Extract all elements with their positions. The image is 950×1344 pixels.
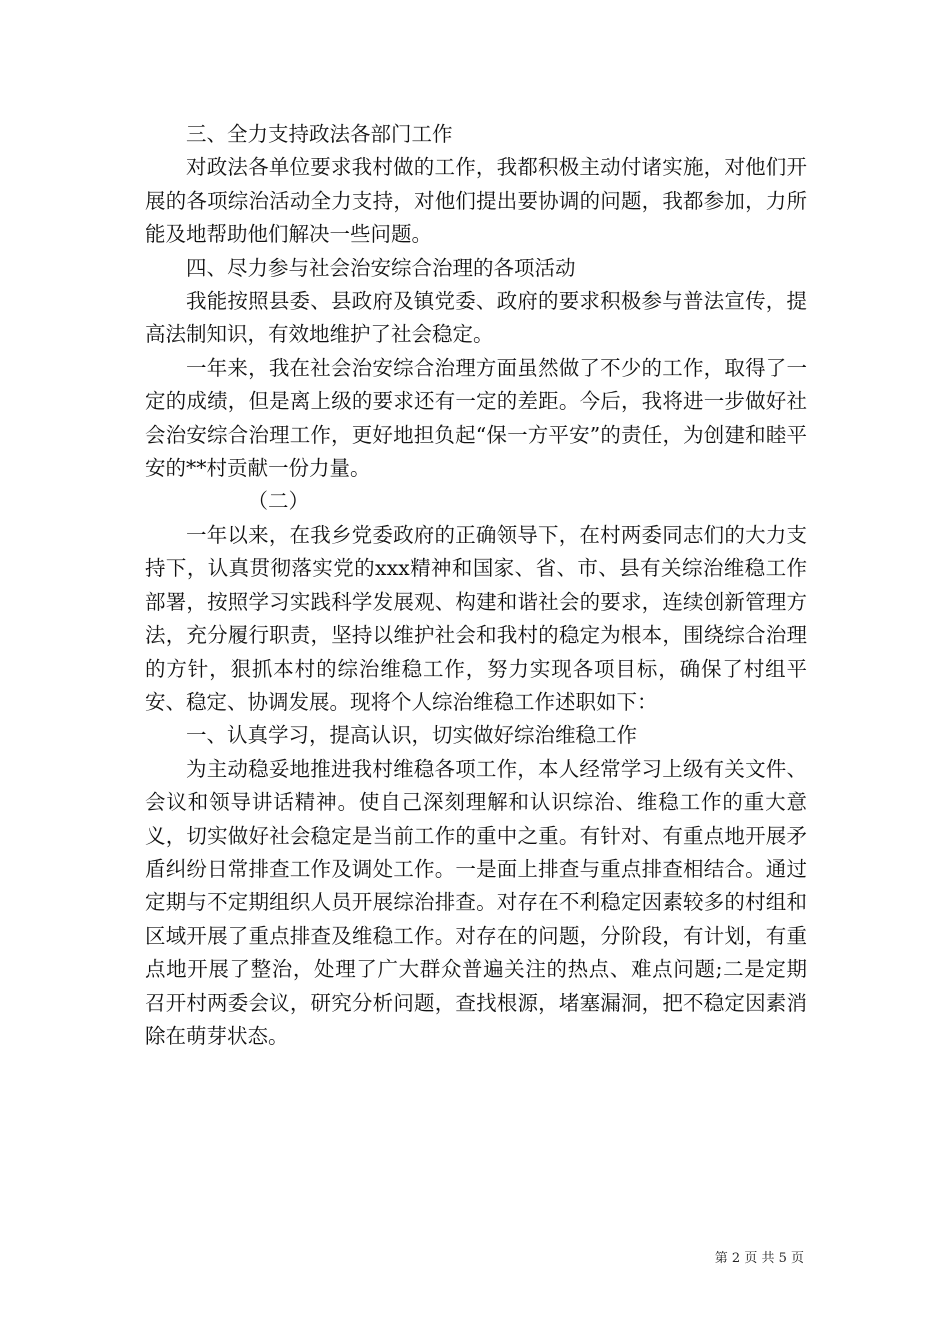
paragraph-legal-cooperation: 对政法各单位要求我村做的工作，我都积极主动付诸实施，对他们开展的各项综治活动全力支持，对他们提出要协调的问题，我都参加，力所能及地帮助他们解决一些问题。: [145, 155, 807, 247]
heading-study-and-awareness: 一、认真学习，提高认识，切实做好综治维稳工作: [186, 723, 637, 748]
document-body: [145, 118, 807, 1053]
page-number-footer: 第 2 页 共 5 页: [714, 1251, 804, 1266]
paragraph-stability-work: 为主动稳妥地推进我村维稳各项工作，本人经常学习上级有关文件、会议和领导讲话精神。使自己深刻理解和认识综治、维稳工作的重大意义，切实做好社会稳定是当前工作的重中之重。有针对、有重点地开展矛盾纠纷日常排查工作及调处工作。一是面上排查与重点排查相结合。通过定期与不定期组织人员开展综治排查。对存在不利稳定因素较多的村组和区域开展了重点排查及维稳工作。对存在的问题，分阶段，有计划，有重点地开展了整治，处理了广大群众普遍关注的热点、难点问题;二是定期召开村两委会议，研究分析问题，查找根源，堵塞漏洞，把不稳定因素消除在萌芽状态。: [145, 756, 807, 1048]
paragraph-annual-summary: 一年来，我在社会治安综合治理方面虽然做了不少的工作，取得了一定的成绩，但是离上级的要求还有一定的差距。今后，我将进一步做好社会治安综合治理工作，更好地担负起“保一方平安”的责任，为创建和睦平安的**村贡献一份力量。: [145, 355, 807, 481]
heading-participate-public-security: 四、尽力参与社会治安综合治理的各项活动: [186, 255, 576, 280]
paragraph-introduction: 一年以来，在我乡党委政府的正确领导下，在村两委同志们的大力支持下，认真贯彻落实党的xxx精神和国家、省、市、县有关综治维稳工作部署，按照学习实践科学发展观、构建和谐社会的要求，连续创新管理方法，充分履行职责，坚持以维护社会和我村的稳定为根本，围绕综合治理的方针，狠抓本村的综治维稳工作，努力实现各项目标，确保了村组平安、稳定、协调发展。现将个人综治维稳工作述职如下：: [145, 522, 807, 714]
heading-support-legal-departments: 三、全力支持政法各部门工作: [186, 122, 453, 146]
paragraph-legal-education: 我能按照县委、县政府及镇党委、政府的要求积极参与普法宣传，提高法制知识，有效地维护了社会稳定。: [145, 289, 807, 347]
section-number-two: （二）: [247, 489, 309, 514]
